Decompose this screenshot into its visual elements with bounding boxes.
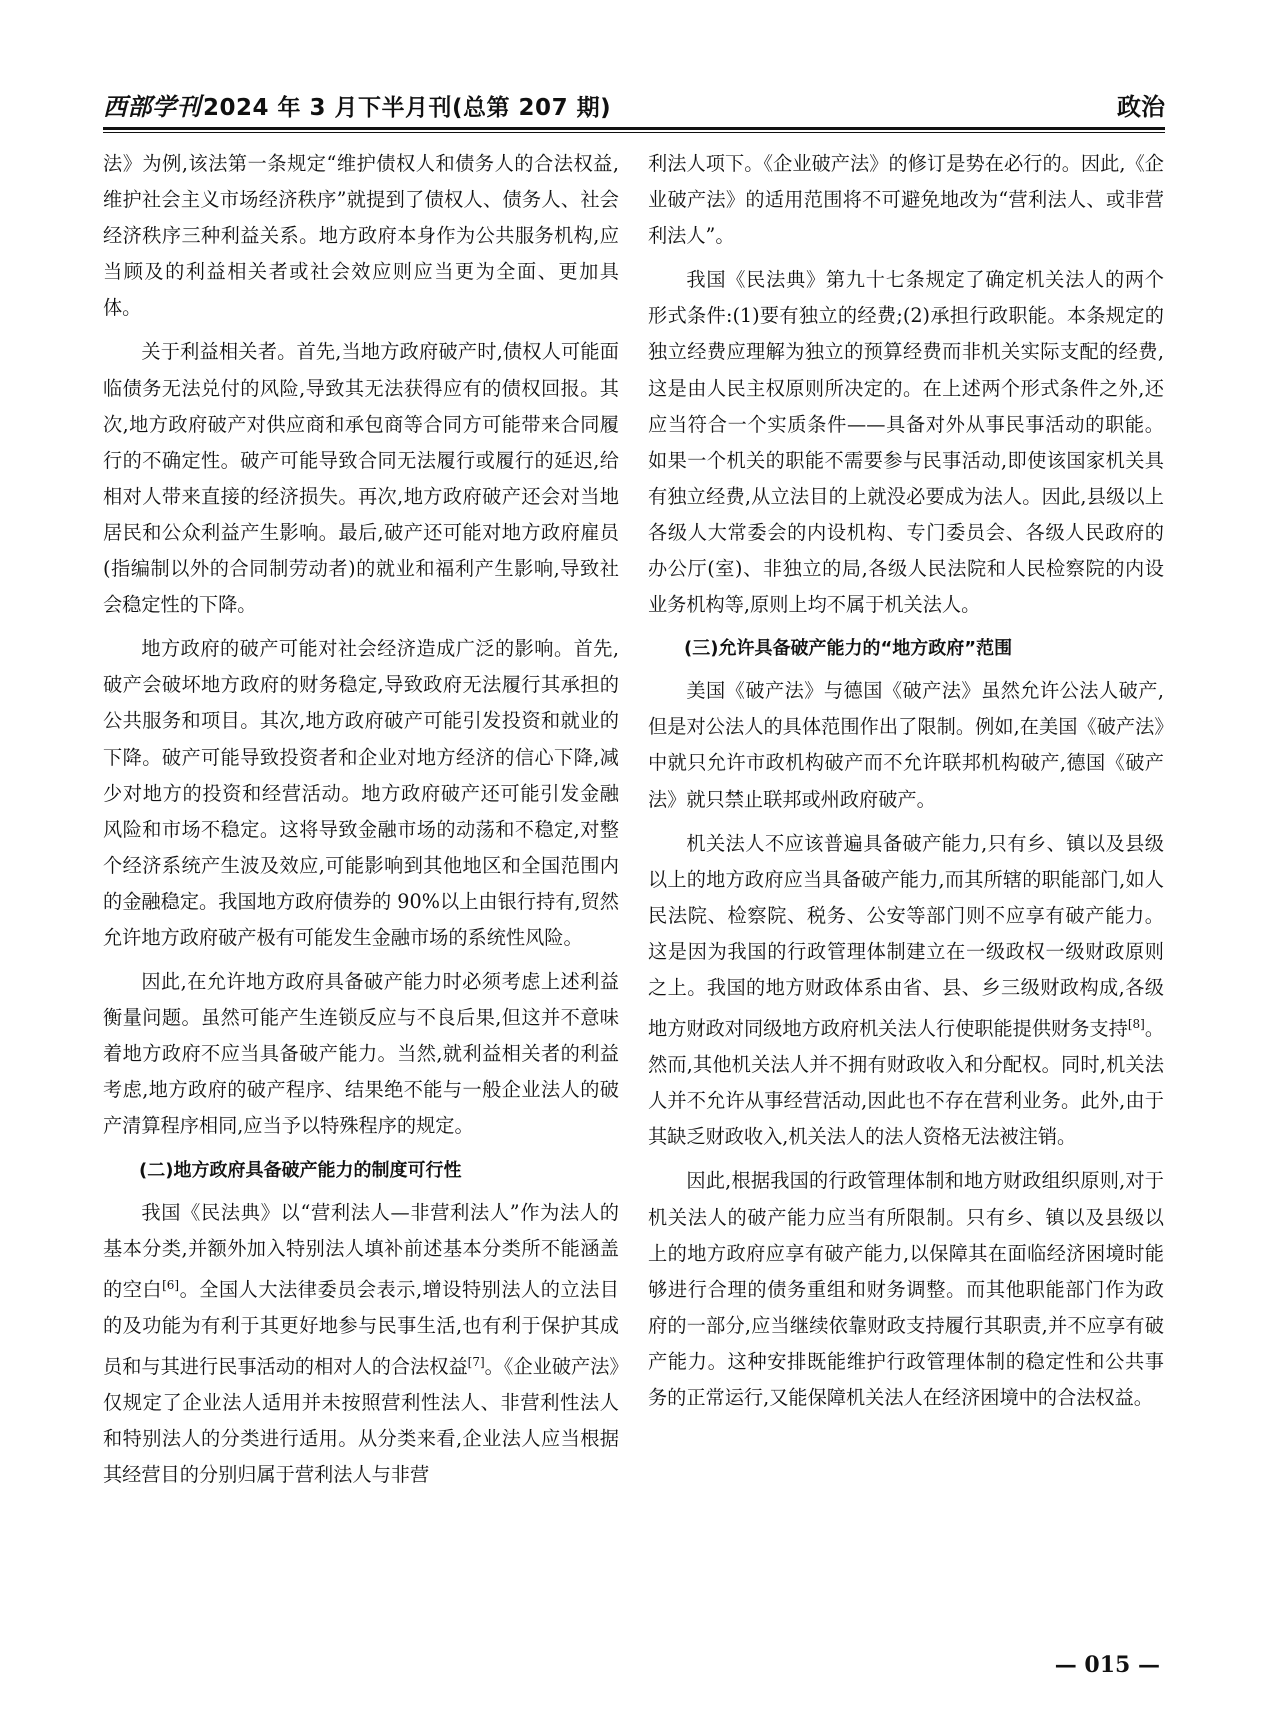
paragraph-text: 。《企业破产法》仅规定了企业法人适用并未按照营利性法人、非营利性法人和特别法人的分类进行适用。从分类来看,企业法人应当根据其经营目的分别归属于营利法人与非营: [103, 1354, 619, 1487]
paragraph-text: 。然而,其他机关法人并不拥有财政收入和分配权。同时,机关法人并不允许从事经营活动,因此也不存在营利业务。此外,由于其缺乏财政收入,机关法人的法人资格无法被注销。: [648, 1017, 1165, 1149]
header-rule-thick: [103, 127, 1165, 130]
section-name: 政治: [1117, 93, 1165, 121]
paragraph-text: 我国《民法典》以“营利法人—非营利法人”作为法人的基本分类,并额外加入特别法人填补前述基本分类所不能涵盖的空白: [103, 1200, 619, 1301]
page-number: — 015 —: [1054, 1652, 1160, 1678]
paragraph: 因此,根据我国的行政管理体制和地方财政组织原则,对于机关法人的破产能力应当有所限制。只有乡、镇以及县级以上的地方政府应享有破产能力,以保障其在面临经济困境时能够进行合理的债务重组和财务调整。而其他职能部门作为政府的一部分,应当继续依靠财政支持履行其职责,并不应享有破产能力。这种安排既能维护行政管理体制的稳定性和公共事务的正常运行,又能保障机关法人在经济困境中的合法权益。: [648, 1169, 1164, 1409]
issue-info: 2024 年 3 月下半月刊(总第 207 期): [203, 95, 612, 121]
section-heading: (二)地方政府具备破产能力的制度可行性: [139, 1159, 462, 1181]
paragraph: 美国《破产法》与德国《破产法》虽然允许公法人破产,但是对公法人的具体范围作出了限制。例如,在美国《破产法》中就只允许市政机构破产而不允许联邦机构破产,德国《破产法》就只禁止联邦或州政府破产。: [648, 679, 1164, 811]
left-column: [103, 146, 619, 1501]
citation-ref: [8]: [1127, 1017, 1145, 1032]
citation-ref: [7]: [467, 1354, 485, 1369]
paragraph: 利法人项下。《企业破产法》的修订是势在必行的。因此,《企业破产法》的适用范围将不可避免地改为“营利法人、或非营利法人”。: [648, 152, 1164, 248]
section-heading: (三)允许具备破产能力的“地方政府”范围: [684, 638, 1013, 660]
paragraph: 因此,在允许地方政府具备破产能力时必须考虑上述利益衡量问题。虽然可能产生连锁反应与不良后果,但这并不意味着地方政府不应当具备破产能力。当然,就利益相关者的利益考虑,地方政府的破产程序、结果绝不能与一般企业法人的破产清算程序相同,应当予以特殊程序的规定。: [103, 970, 619, 1138]
journal-logo: 西部学刊: [103, 92, 201, 121]
right-column: [648, 146, 1164, 1424]
paragraph: 关于利益相关者。首先,当地方政府破产时,债权人可能面临债务无法兑付的风险,导致其无法获得应有的债权回报。其次,地方政府破产对供应商和承包商等合同方可能带来合同履行的不确定性。破产可能导致合同无法履行或履行的延迟,给相对人带来直接的经济损失。再次,地方政府破产还会对当地居民和公众利益产生影响。最后,破产还可能对地方政府雇员(指编制以外的合同制劳动者)的就业和福利产生影响,导致社会稳定性的下降。: [103, 340, 619, 617]
paragraph: 地方政府的破产可能对社会经济造成广泛的影响。首先,破产会破坏地方政府的财务稳定,导致政府无法履行其承担的公共服务和项目。其次,地方政府破产可能引发投资和就业的下降。破产可能导致投资者和企业对地方经济的信心下降,减少对地方的投资和经营活动。地方政府破产还可能引发金融风险和市场不稳定。这将导致金融市场的动荡和不稳定,对整个经济系统产生波及效应,可能影响到其他地区和全国范围内的金融稳定。我国地方政府债券的 90%以上由银行持有,贸然允许地方政府破产极有可能发生金融市场的系统性风险。: [103, 637, 619, 949]
header-rule-thin: [103, 132, 1165, 133]
paragraph: [648, 826, 1164, 1156]
paragraph: 我国《民法典》第九十七条规定了确定机关法人的两个形式条件:(1)要有独立的经费;(2)承担行政职能。本条规定的独立经费应理解为独立的预算经费而非机关实际支配的经费,这是由人民主权原则所决定的。在上述两个形式条件之外,还应当符合一个实质条件——具备对外从事民事活动的职能。如果一个机关的职能不需要参与民事活动,即使该国家机关具有独立经费,从立法目的上就没必要成为法人。因此,县级以上各级人大常委会的内设机构、专门委员会、各级人民政府的办公厅(室)、非独立的局,各级人民法院和人民检察院的内设业务机构等,原则上均不属于机关法人。: [648, 268, 1164, 617]
paragraph: 法》为例,该法第一条规定“维护债权人和债务人的合法权益,维护社会主义市场经济秩序”就提到了债权人、债务人、社会经济秩序三种利益关系。地方政府本身作为公共服务机构,应当顾及的利益相关者或社会效应则应当更为全面、更加具体。: [103, 152, 619, 320]
running-header: [103, 90, 1165, 124]
paragraph: [103, 1195, 619, 1494]
paragraph-text: 机关法人不应该普遍具备破产能力,只有乡、镇以及县级以上的地方政府应当具备破产能力,而其所辖的职能部门,如人民法院、检察院、税务、公安等部门则不应享有破产能力。这是因为我国的行政管理体制建立在一级政权一级财政原则之上。我国的地方财政体系由省、县、乡三级财政构成,各级地方财政对同级地方政府机关法人行使职能提供财务支持: [648, 831, 1164, 1041]
citation-ref: [6]: [162, 1277, 180, 1292]
journal-masthead: [103, 90, 611, 125]
paragraph-text: 。全国人大法律委员会表示,增设特别法人的立法目的及功能为有利于其更好地参与民事生活,也有利于保护其成员和与其进行民事活动的相对人的合法权益: [103, 1277, 619, 1378]
